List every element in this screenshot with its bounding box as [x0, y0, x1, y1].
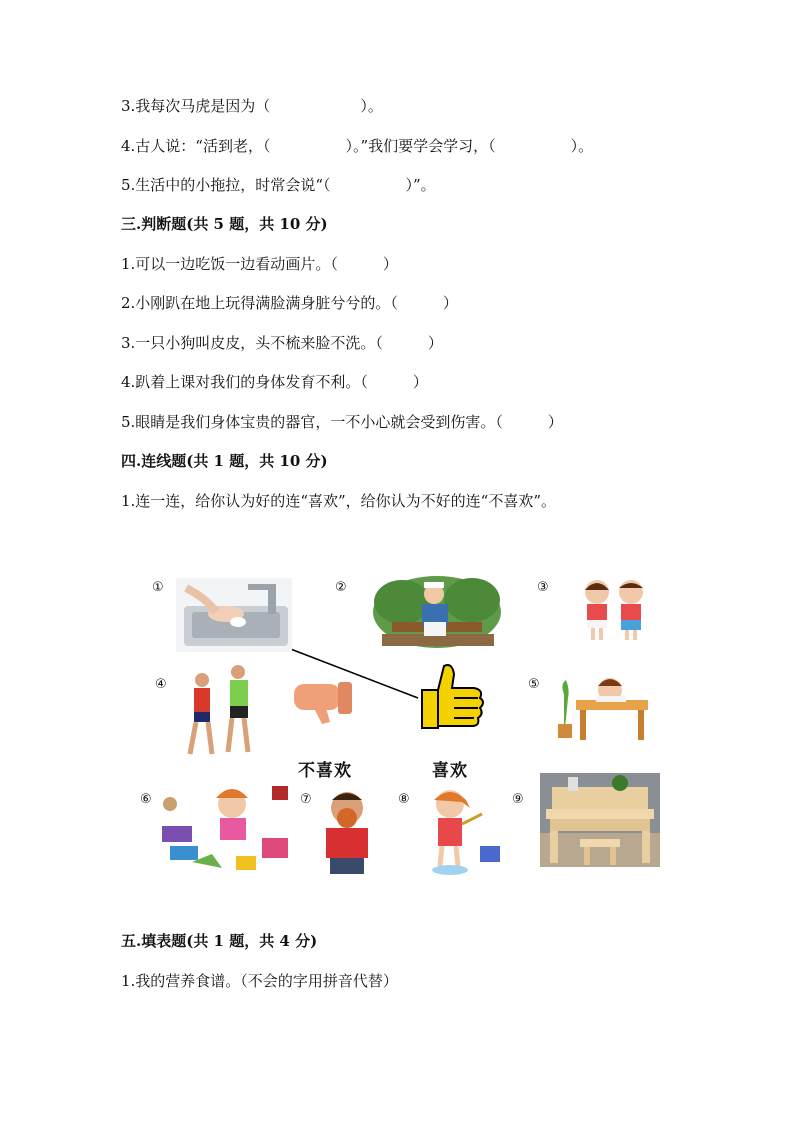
judge-item-3: 3.一只小狗叫皮皮，头不梳来脸不洗。（ ）: [121, 334, 443, 352]
wooden-desk-picture: [540, 773, 660, 867]
fill-blank-item-3: 3.我每次马虎是因为（ ）。: [121, 97, 383, 115]
fill-blank-item-5: 5.生活中的小拖拉，时常会说“（ ）”。: [121, 176, 436, 194]
judge-item-1: 1.可以一边吃饭一边看动画片。（ ）: [121, 255, 398, 273]
messy-room-picture: [152, 776, 298, 876]
dislike-label: 不喜欢: [298, 761, 352, 781]
girl-with-bucket-picture: [422, 784, 506, 876]
man-on-bench-picture: [372, 572, 502, 648]
fill-blank-item-4: 4.古人说：“活到老，（ ）。”我们要学会学习，（ ）。: [121, 137, 594, 155]
like-label: 喜欢: [432, 761, 468, 781]
number-2: ②: [335, 580, 347, 595]
two-children-picture: [575, 576, 653, 642]
thumbs-down-icon: [292, 680, 354, 726]
judge-item-5: 5.眼睛是我们身体宝贵的器官，一不小心就会受到伤害。（ ）: [121, 413, 563, 431]
matching-item-1: 1.连一连，给你认为好的连“喜欢”，给你认为不好的连“不喜欢”。: [121, 492, 556, 510]
thumbs-up-icon: [418, 662, 488, 734]
number-5: ⑤: [528, 677, 540, 692]
boy-eating-picture: [318, 786, 376, 878]
number-9: ⑨: [512, 792, 524, 807]
sleeping-at-desk-picture: [556, 664, 652, 744]
number-3: ③: [537, 580, 549, 595]
section-4-heading: 四.连线题(共 1 题，共 10 分): [121, 452, 328, 470]
judge-item-4: 4.趴着上课对我们的身体发育不利。（ ）: [121, 373, 428, 391]
runners-picture: [182, 662, 262, 764]
section-5-heading: 五.填表题(共 1 题，共 4 分): [121, 932, 318, 950]
number-7: ⑦: [300, 792, 312, 807]
number-4: ④: [155, 677, 167, 692]
number-8: ⑧: [398, 792, 410, 807]
hand-washing-picture: [176, 578, 292, 652]
number-1: ①: [152, 580, 164, 595]
number-6: ⑥: [140, 792, 152, 807]
judge-item-2: 2.小刚趴在地上玩得满脸满身脏兮兮的。（ ）: [121, 294, 458, 312]
table-item-1: 1.我的营养食谱。（不会的字用拼音代替）: [121, 972, 398, 990]
section-3-heading: 三.判断题(共 5 题，共 10 分): [121, 215, 328, 233]
